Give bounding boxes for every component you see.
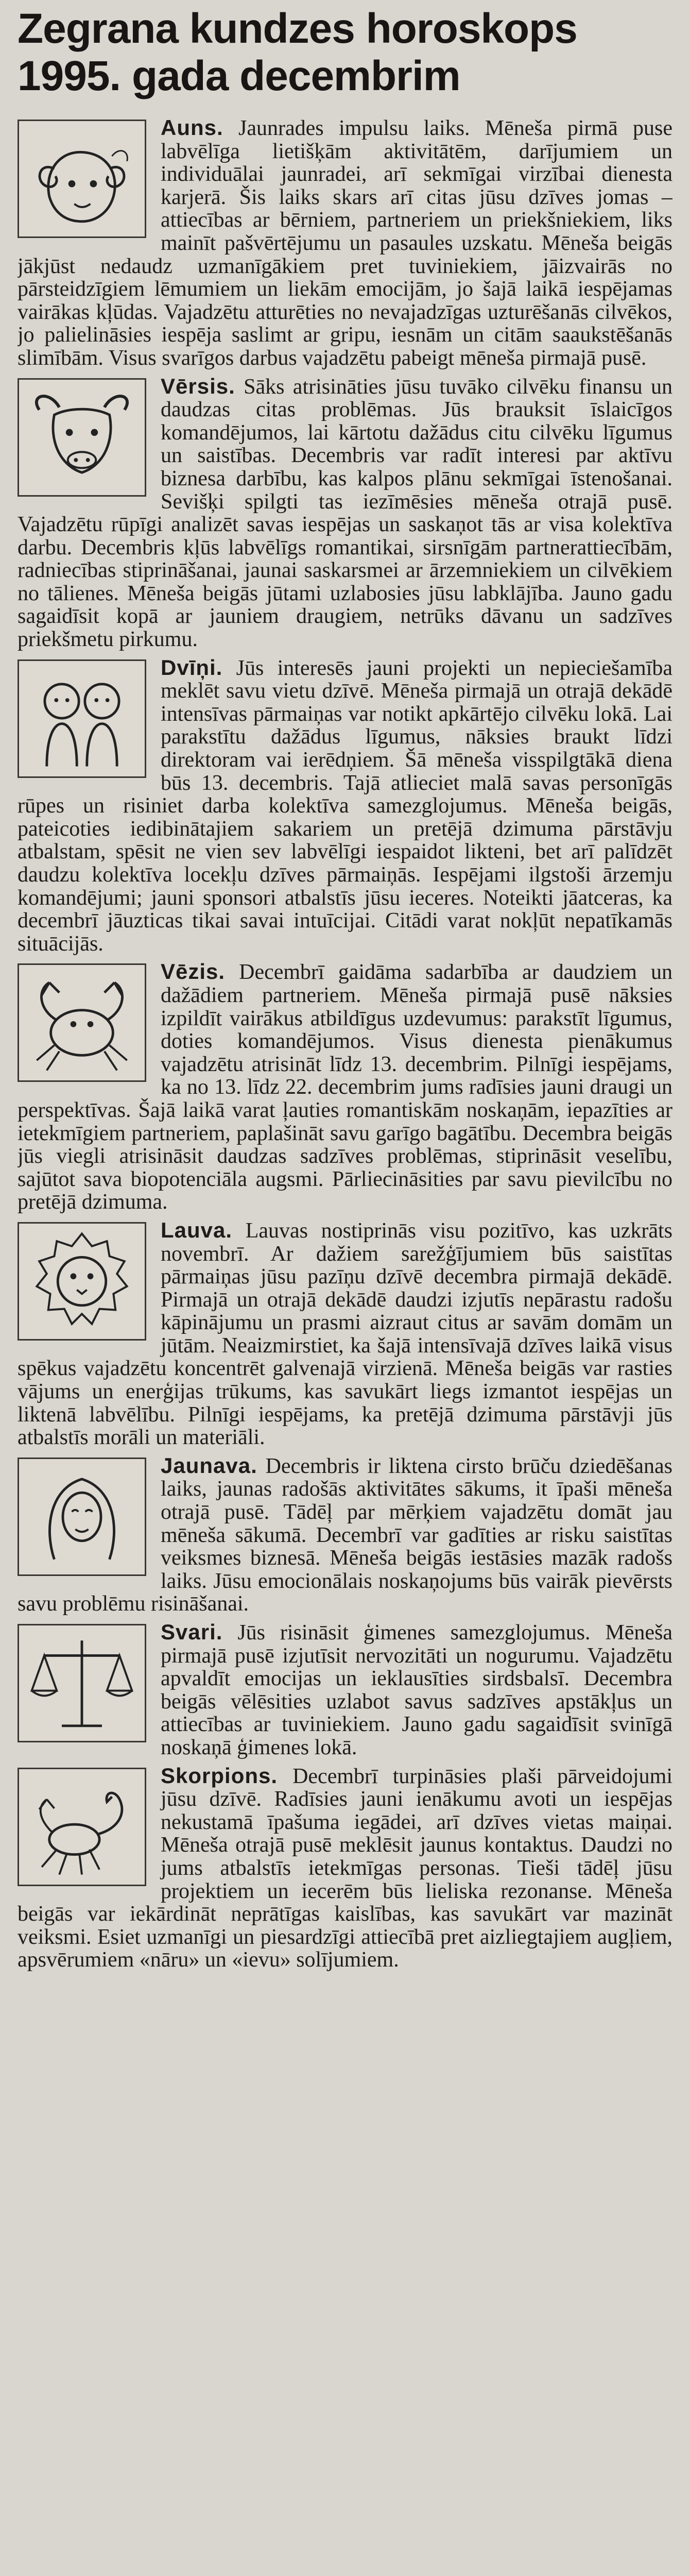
ram-icon: [18, 120, 146, 238]
sign-description: Jaunrades impulsu laiks. Mēneša pirmā puse labvēlīga lietišķām aktivitātēm, darījumiem un individuālai jaunradei, arī sekmīgai virzībai dienesta karjerā. Šis laiks skars arī citas jūsu dzīves jomas – attiecības ar bērniem, partneriem un priekšniekiem, liks mainīt pašvērtējumu un pasaules uzskatu. Mēneša beigās jākjūst nedaudz uzmanīgākiem pret tuviniekiem, jāizvairās no pārsteidzīgiem lēmumiem un liekām emocijām, jo šajā laikā iespējamas vairākas kļūdas. Vajadzētu atturēties no nevajadzīgas uzturēšanās cilvēkos, jo palielināsies iespēja saslimt ar gripu, iesnām un citām saaukstēšanās slimībām. Visus svarīgos darbus vajadzētu pabeigt mēneša pirmajā pusē.: [18, 116, 672, 370]
page-title: [18, 5, 672, 100]
sign-taurus: [18, 370, 672, 651]
sign-description: Sāks atrisināties jūsu tuvāko cilvēku finansu un daudzas citas problēmas. Jūs brauksit īslaicīgos komandējumos, lai kārtotu dažādus citu cilvēku līgumus un saistības. Decembris var radīt interesi par aktīvu biznesa darbību, kas kalpos plānu sekmīgai īstenošanai. Sevišķi spilgti tas iezīmēsies mēneša otrajā pusē. Vajadzētu rūpīgi analizēt savas iespējas un saskaņot tās ar visa kolektīva darbu. Decembris kļūs labvēlīgs romantikai, sirsnīgām partnerattiecībām, radniecības stiprināšanai, jaunai saskarsmei ar ārzemniekiem un cilvēkiem no tālienes. Mēneša beigās jūtami uzlabosies jūsu labklājība. Jauno gadu sagaidīsit kopā ar jauniem draugiem, netrūks dāvanu un sadzīves priekšmetu pirkumu.: [18, 375, 672, 651]
sign-cancer: [18, 955, 672, 1214]
bull-icon: [18, 378, 146, 497]
sign-gemini: [18, 651, 672, 956]
sign-name: Skorpions.: [161, 1763, 278, 1788]
sign-leo: [18, 1214, 672, 1449]
sign-name: Lauva.: [161, 1217, 233, 1242]
sign-name: Vēzis.: [161, 959, 226, 984]
sign-virgo: [18, 1449, 672, 1616]
sign-aries: [18, 111, 672, 370]
sign-name: Auns.: [161, 115, 223, 140]
maiden-icon: [18, 1458, 146, 1576]
scales-icon: [18, 1624, 146, 1742]
sign-description: Decembris ir liktenа cirsto brūču dziedēšanas laiks, jaunas radošās aktivitātes sākums, it īpaši mēneša otrajā pusē. Tādēļ par mērķiem vajadzētu domāt jau mēneša sākumā. Decembrī var gadīties ar risku saistītas veiksmes biznesā. Mēneša beigās iestāsies mazāk radošs laiks. Jūsu emocionālais noskaņojums būs vairāk pievērsts savu problēmu risināšanai.: [18, 1454, 672, 1616]
sign-description: Jūs risināsit ģimenes samezglojumus. Mēneša pirmajā pusē izjutīsit nervozitāti un nogurumu. Vajadzētu apvaldīt emocijas un ieklausīties sirdsbalsī. Decembra beigās vēlēsities uzlabot savus sadzīves apstākļus un attiecības ar tuviniekiem. Jauno gadu sagaidīsit svinīgā noskaņā ģimenes lokā.: [161, 1621, 672, 1759]
sign-name: Dvīņi.: [161, 655, 223, 680]
title-line-2: 1995. gada decembrim: [18, 53, 460, 99]
title-line-1: Zegrana kundzes horoskops: [18, 5, 577, 52]
sign-name: Vērsis.: [161, 374, 235, 398]
sign-scorpio: [18, 1759, 672, 1972]
sign-description: Decembrī turpināsies plaši pārveidojumi jūsu dzīvē. Radīsies jauni ienākumu avoti un iespējas nekustamā īpašuma iegādei, arī dzīves vietas maiņai. Mēneša otrajā pusē meklēsit jaunus kontaktus. Daudzi no jums atbalstīs ietekmīgas personas. Tieši tādēļ jūsu projektiem un iecerēm būs lieliska rezonanse. Mēneša beigās var iekārdināt neprātīgas kaislības, kas savukārt var mazināt veiksmi. Esiet uzmanīgi un piesardzīgi attiecībā pret aizliegtajiem augļiem, apsvērumiem «nāru» un «ievu» solījumiem.: [18, 1764, 672, 1972]
sign-description: Decembrī gaidāma sadarbība ar daudziem un dažādiem partneriem. Mēneša pirmajā pusē nāksies izpildīt vairākus atbildīgus uzdevumus: parakstīt līgumus, doties komandējumos. Visus dienesta pienākumus vajadzētu atrisināt līdz 13. decembrim. Pilnīgi iespējams, ka no 13. līdz 22. decembrim jums radīsies jauni draugi un perspektīvas. Šajā laikā varat ļauties romantiskām noskaņām, iepazīties ar ietekmīgiem partneriem, paplašināt savu garīgo bagātību. Decembra beigās jūs viegli atrisināsit daudzas sadzīves problēmas, stiprināsit veselību, sajūtot sava biopotenciāla augsmi. Pārliecināsities par savu pievilcību no pretējā dzimuma.: [18, 960, 672, 1214]
scorpion-icon: [18, 1768, 146, 1886]
lion-icon: [18, 1222, 146, 1341]
crab-icon: [18, 963, 146, 1082]
sign-name: Svari.: [161, 1620, 223, 1644]
sign-name: Jaunava.: [161, 1453, 257, 1478]
sign-description: Lauvas nostiprinās visu pozitīvo, kas uzkrāts novembrī. Ar dažiem sarežģījumiem būs saistītas pārmaiņas jūsu pazīņu dzīvē decembra pirmajā dekādē. Pirmajā un otrajā dekādē daudzi izjutīs nepārastu radošu kāpinājumu un prasmi aizraut citus ar savām domām un jūtām. Neaizmirstiet, ka šajā intensīvajā dzīves laikā visus spēkus vajadzētu koncentrēt galvenajā virzienā. Mēneša beigās var rasties vājums un enerģijas trūkums, kas savukārt liegs izmantot iespējas un liktenā labvēlību. Pilnīgi iespējams, ka pretējā dzimuma pārstāvji jūs atbalstīs morāli un materiāli.: [18, 1218, 672, 1449]
twins-icon: [18, 659, 146, 778]
sign-description: Jūs interesēs jauni projekti un nepieciešamība meklēt savu vietu dzīvē. Mēneša pirmajā un otrajā dekādē intensīvas pārmaiņas var notikt apkārtējo cilvēku lokā. Lai parakstītu dažādus līgumus, nāksies braukt līdzi direktoram vai ierēdņiem. Šā mēneša visspilgtākā diena būs 13. decembris. Tajā atlieciet malā savas personīgās rūpes un risiniet darba kolektīva samezglojumus. Mēneša beigās, pateicoties iedibinātajiem sakariem un pretējā dzimuma pārstāvju atbalstam, spēsit ne vien sev labvēlīgi iespaidot likteni, bet arī palīdzēt daudzu kolektīva locekļu dzīves pārmaiņās. Iespējami ilgstoši ārzemju komandējumi; jauni sponsori atbalstīs jūsu ieceres. Noteikti jāatceras, ka decembrī jāuzticas tikai savai intuīcijai. Citādi varat nokļūt nepatīkamās situācijās.: [18, 656, 672, 956]
sign-libra: [18, 1616, 672, 1759]
